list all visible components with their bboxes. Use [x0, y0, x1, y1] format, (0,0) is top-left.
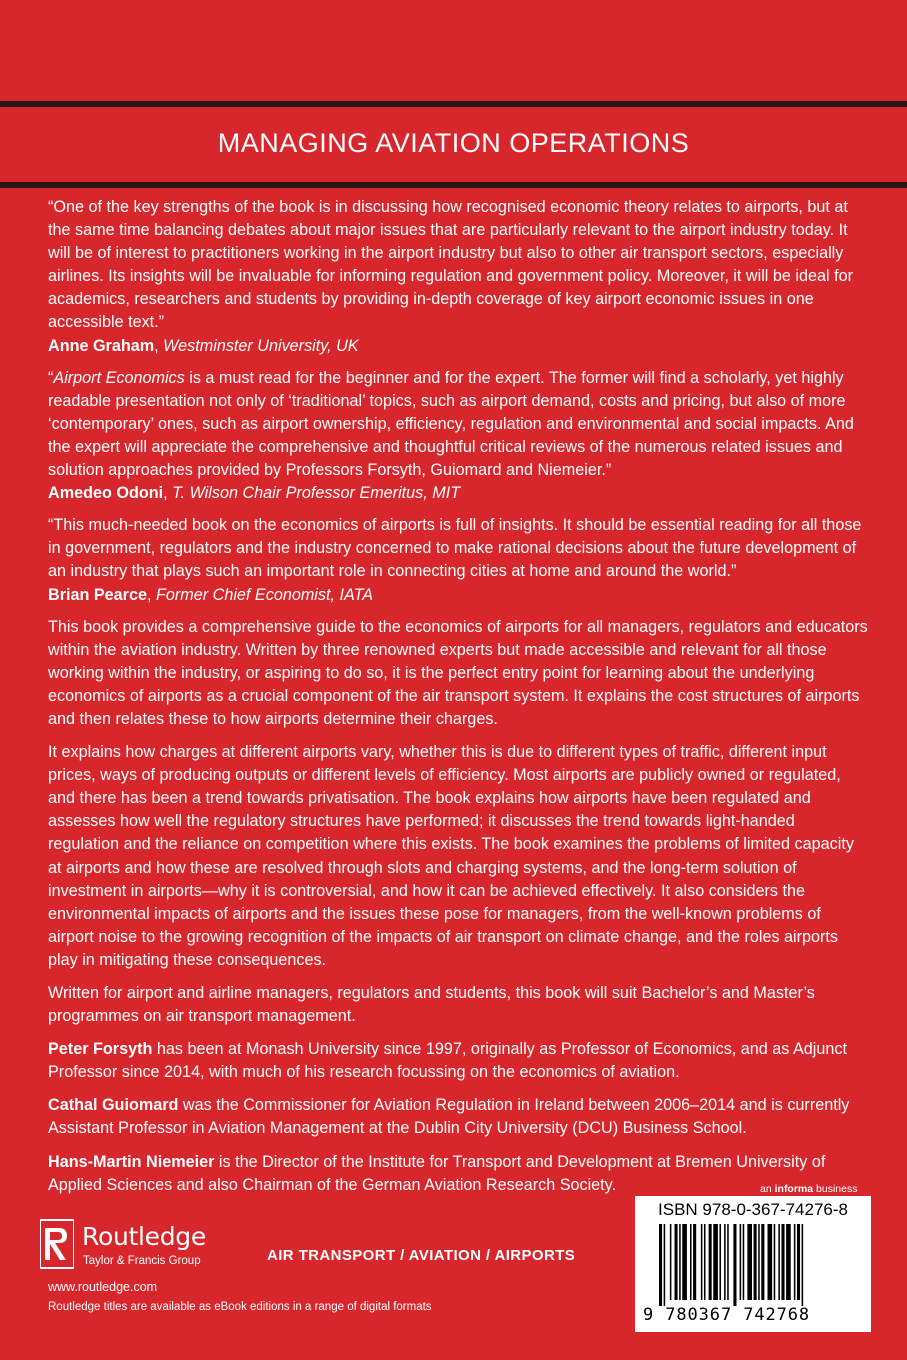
bottom-rule: [0, 182, 907, 188]
routledge-logo: [40, 1218, 270, 1288]
routledge-r-icon: [40, 1218, 74, 1270]
barcode-bar: [743, 1224, 745, 1300]
barcode-digits: 9 780367 742768: [643, 1305, 811, 1325]
endorser-name: Brian Pearce: [48, 585, 147, 604]
barcode-bar: [761, 1224, 764, 1300]
barcode-bar: [733, 1224, 736, 1306]
informa-note: an informa business: [760, 1183, 858, 1195]
back-cover-text: [48, 196, 868, 1207]
isbn-barcode: [635, 1196, 871, 1332]
barcode-bar: [670, 1224, 672, 1300]
barcode-bar: [659, 1224, 662, 1306]
endorsement-attribution: Anne Graham, Westminster University, UK: [48, 336, 359, 355]
isbn-label: ISBN 978-0-367-74276-8: [658, 1200, 848, 1219]
barcode-bar: [675, 1224, 678, 1300]
endorser-name: Anne Graham: [48, 336, 155, 355]
barcode-bar: [713, 1224, 718, 1300]
description-paragraph: This book provides a comprehensive guide to the economics of airports for all managers, regulators and educators within the aviation industry. Written by three renowned experts but made accessible and relevant for all those working within the industry, or aspiring to do so, it is the perfect entry point for learning about the underlying economics of airports as a crucial component of the air transport system. It explains the cost structures of airports and then relates these to how airports determine their charges.: [48, 617, 868, 728]
barcode-bar: [682, 1224, 687, 1300]
author-bio: Hans-Martin Niemeier is the Director of the Institute for Transport and Development at Bremen University of Applied Sciences and also Chairman of the German Aviation Research Society.: [48, 1152, 826, 1194]
publisher-name: Routledge: [82, 1222, 206, 1251]
barcode-bar: [704, 1224, 706, 1300]
endorser-affiliation: T. Wilson Chair Professor Emeritus, MIT: [172, 484, 461, 503]
endorsement-attribution: Amedeo Odoni, T. Wilson Chair Professor Emeritus, MIT: [48, 484, 461, 503]
author-name: Hans-Martin Niemeier: [48, 1152, 215, 1171]
barcode-bar: [754, 1224, 757, 1300]
endorser-affiliation: Westminster University, UK: [163, 336, 359, 355]
barcode-bar: [724, 1224, 726, 1300]
barcode-bar: [786, 1224, 791, 1300]
subject-categories: AIR TRANSPORT / AVIATION / AIRPORTS: [267, 1247, 576, 1264]
barcode-bar: [797, 1224, 800, 1300]
barcode-bar: [701, 1224, 703, 1300]
barcode-bar: [709, 1224, 712, 1300]
barcode-bar: [768, 1224, 773, 1300]
description-paragraph: Written for airport and airline managers, regulators and students, this book will suit Bachelor’s and Master’s programmes on air transport management.: [48, 984, 815, 1026]
barcode-bar: [664, 1224, 666, 1306]
author-bio: Peter Forsyth has been at Monash University since 1997, originally as Professor of Economics, and as Adjunct Professor since 2014, with much of his research focussing on the economics of aviation.: [48, 1040, 847, 1082]
barcode-bars-icon: [659, 1224, 859, 1306]
barcode-bar: [794, 1224, 796, 1300]
publisher-subtitle: Taylor & Francis Group: [83, 1255, 201, 1267]
endorsement-quote: “One of the key strengths of the book is in discussing how recognised economic theory relates to airports, but at the same time balancing debates about major issues that are particularly relevant to the airport industry today. It will be of interest to practitioners working in the airport industry but also to other air transport sectors, especially airlines. Its insights will be invaluable for informing regulation and government policy. Moreover, it will be ideal for academics, researchers and students by providing in-depth coverage of key airport economic issues in one accessible text.”: [48, 198, 853, 332]
barcode-bar: [774, 1224, 776, 1300]
barcode-bar: [719, 1224, 721, 1300]
endorsement-attribution: Brian Pearce, Former Chief Economist, IATA: [48, 585, 374, 604]
barcode-bar: [778, 1224, 780, 1300]
publisher-url[interactable]: www.routledge.com: [48, 1280, 158, 1294]
barcode-bar: [693, 1224, 696, 1300]
book-title: Airport Economics: [53, 368, 185, 387]
barcode-bar: [679, 1224, 681, 1300]
top-rule: [0, 101, 907, 107]
barcode-bar: [740, 1224, 742, 1300]
series-title: MANAGING AVIATION OPERATIONS: [217, 128, 690, 158]
endorser-affiliation: Former Chief Economist, IATA: [155, 585, 374, 604]
endorsement-quote: “This much-needed book on the economics of airports is full of insights. It should be essential reading for all those in government, regulators and the industry concerned to make rational decisions about the future development of an industry that plays such an important role in connecting cities at home and around the world.”: [48, 516, 862, 581]
barcode-bar: [781, 1224, 784, 1300]
barcode-bar: [758, 1224, 760, 1300]
description-paragraph: It explains how charges at different airports vary, whether this is due to different types of traffic, different input prices, ways of producing outputs or different levels of efficiency. Most airports are publicly owned or regulated, and there has been a trend towards privatisation. The book explains how airports have been regulated and assesses how well the regulatory structures have performed; it discusses the trend towards light-handed regulation and the reliance on competition where this exists. The book examines the problems of limited capacity at airports and how these are resolved through slots and charging systems, and the long-term solution of investment in airports—why it is controversial, and how it can be achieved effectively. It also considers the environmental impacts of airports and the issues these pose for managers, from the well-known problems of airport noise to the growing recognition of the impacts of air transport on climate change, and the roles airports play in mitigating these consequences.: [48, 743, 854, 969]
author-name: Peter Forsyth: [48, 1040, 153, 1059]
barcode-bar: [747, 1224, 752, 1300]
author-name: Cathal Guiomard: [48, 1096, 179, 1115]
barcode-bar: [690, 1224, 692, 1300]
author-bio: Cathal Guiomard was the Commissioner for Aviation Regulation in Ireland between 2006–2014 and is currently Assistant Professor in Aviation Management at the Dublin City University (DCU) Business School.: [48, 1096, 850, 1138]
barcode-bar: [802, 1224, 804, 1306]
barcode-bar: [727, 1224, 729, 1300]
ebook-note: Routledge titles are available as eBook editions in a range of digital formats: [48, 1301, 432, 1313]
endorsement-quote: “Airport Economics is a must read for the beginner and for the expert. The former will find a scholarly, yet highly readable presentation not only of ‘traditional’ topics, such as airport demand, costs and pricing, but also of more ‘contemporary’ ones, such as airport ownership, efficiency, regulation and environmental and social impacts. And the expert will appreciate the comprehensive and thoughtful critical reviews of the numerous related issues and solution approaches provided by Professors Forsyth, Guiomard and Niemeier.”: [48, 368, 854, 480]
endorser-name: Amedeo Odoni: [48, 484, 164, 503]
